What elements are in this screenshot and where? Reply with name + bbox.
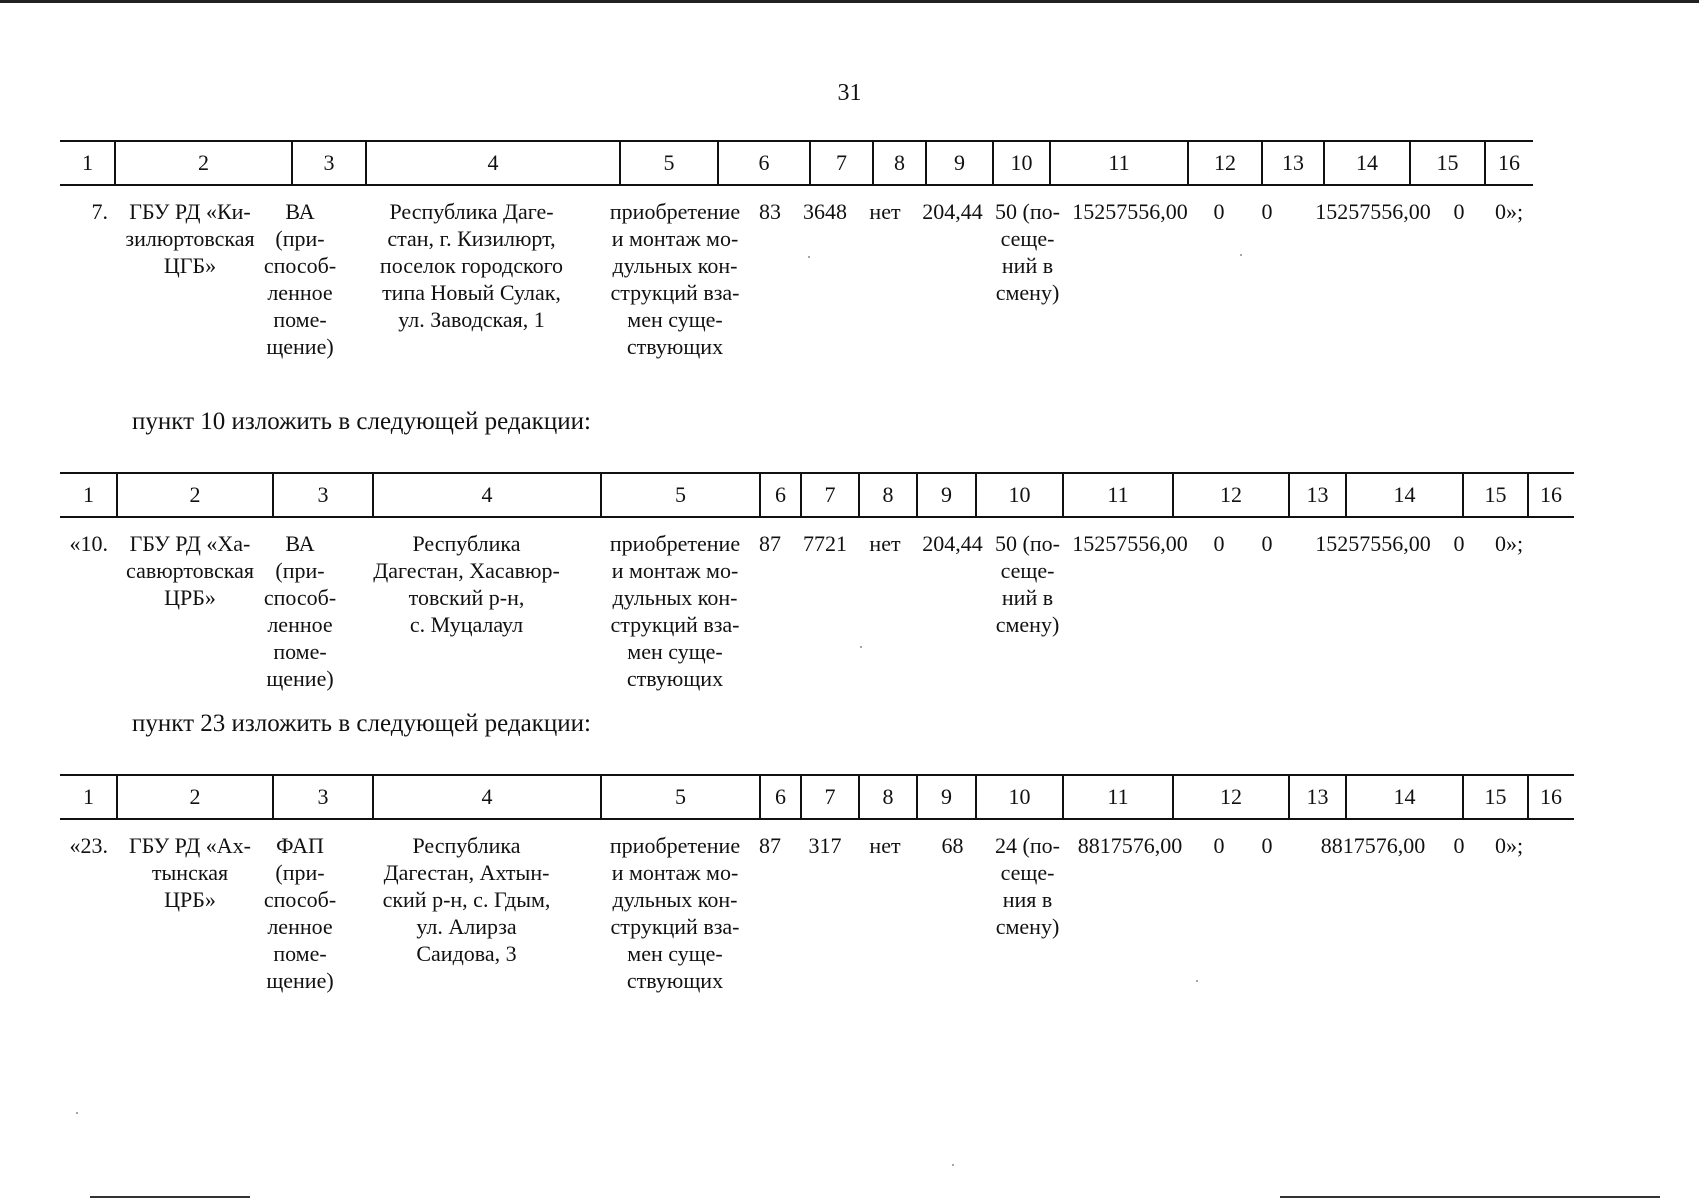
column-divider xyxy=(1409,140,1411,186)
cell-col-11: 15257556,00 xyxy=(1072,199,1188,224)
cell-col-16: 0»; xyxy=(1494,199,1524,224)
work-description-line: мен суще- xyxy=(627,941,723,966)
facility-address-line: ул. Заводская, 1 xyxy=(398,307,545,332)
capacity-line: ния в xyxy=(1002,887,1053,912)
facility-address xyxy=(343,198,600,333)
work-description-line: приобретение xyxy=(609,833,741,858)
facility-type-line: способ- xyxy=(263,887,337,912)
amendment-paragraph-10: пункт 10 изложить в следующей редакции: xyxy=(132,408,591,435)
facility-type xyxy=(260,198,340,360)
column-header-1: 1 xyxy=(83,784,94,809)
column-divider xyxy=(717,140,719,186)
column-header-16: 16 xyxy=(1540,482,1562,507)
column-header-7: 7 xyxy=(824,482,836,507)
cell-col-13: 0 xyxy=(1261,531,1273,556)
cell-col-13: 0 xyxy=(1261,833,1273,858)
capacity-line: 50 (по- xyxy=(995,199,1060,224)
column-divider xyxy=(1187,140,1189,186)
column-header-11: 11 xyxy=(1107,482,1129,507)
work-description-line: струкций вза- xyxy=(610,914,740,939)
column-header-5: 5 xyxy=(663,150,675,175)
column-header-9: 9 xyxy=(941,482,952,507)
capacity-line: смену) xyxy=(995,914,1060,939)
facility-address-line: товский р-н, xyxy=(408,585,525,610)
capacity xyxy=(995,530,1060,638)
facility-type-line: щение) xyxy=(266,968,334,993)
cell-col-14: 8817576,00 xyxy=(1320,833,1426,858)
cell-col-7: 7721 xyxy=(803,531,847,556)
column-header-13: 13 xyxy=(1282,150,1304,175)
facility-type-line: способ- xyxy=(263,253,337,278)
column-header-8: 8 xyxy=(894,150,905,175)
work-description xyxy=(600,832,750,994)
cell-col-8: нет xyxy=(869,531,901,556)
facility-address-line: стан, г. Кизилюрт, xyxy=(387,226,556,251)
facility-address xyxy=(343,530,590,638)
column-divider xyxy=(975,774,977,820)
facility-type-line: способ- xyxy=(263,585,337,610)
capacity xyxy=(995,198,1060,306)
column-header-16: 16 xyxy=(1498,150,1520,175)
column-header-5: 5 xyxy=(675,482,686,507)
facility-type-line: ленное xyxy=(267,612,333,637)
column-divider xyxy=(1462,472,1464,518)
column-divider xyxy=(1261,140,1263,186)
work-description-line: приобретение xyxy=(609,531,741,556)
facility-type-line: ленное xyxy=(267,280,333,305)
work-description-line: струкций вза- xyxy=(610,280,740,305)
capacity-line: ний в xyxy=(1001,585,1054,610)
organization-name xyxy=(108,530,272,611)
column-divider xyxy=(1288,774,1290,820)
organization-name-line: зилюртовская xyxy=(125,226,255,251)
facility-type-line: поме- xyxy=(273,307,327,332)
organization-name-line: ГБУ РД «Ах- xyxy=(129,833,251,858)
cell-col-14: 15257556,00 xyxy=(1315,531,1431,556)
cell-col-15: 0 xyxy=(1453,531,1465,556)
cell-col-13: 0 xyxy=(1261,199,1273,224)
column-divider xyxy=(925,140,927,186)
column-header-15: 15 xyxy=(1484,482,1507,507)
column-header-13: 13 xyxy=(1306,482,1329,507)
facility-address-line: поселок городского xyxy=(379,253,564,278)
organization-name-line: савюртовская xyxy=(126,558,254,583)
bottom-rule-left xyxy=(90,1196,250,1198)
column-divider xyxy=(800,774,802,820)
work-description-line: и монтаж мо- xyxy=(611,860,739,885)
column-divider xyxy=(1049,140,1051,186)
column-divider xyxy=(1172,472,1174,518)
organization-name-line: ЦРБ» xyxy=(164,585,216,610)
capacity-line: сеще- xyxy=(1000,860,1055,885)
column-divider xyxy=(1062,472,1064,518)
column-header-12: 12 xyxy=(1220,784,1242,809)
column-header-4: 4 xyxy=(487,150,499,175)
cell-col-12: 0 xyxy=(1213,199,1225,224)
facility-type xyxy=(260,530,340,692)
facility-type-line: поме- xyxy=(273,639,327,664)
column-divider xyxy=(619,140,621,186)
work-description-line: струкций вза- xyxy=(610,612,740,637)
capacity-line: 24 (по- xyxy=(995,833,1060,858)
facility-type-line: ленное xyxy=(267,914,333,939)
cell-col-16: 0»; xyxy=(1494,531,1524,556)
column-divider xyxy=(600,774,602,820)
cell-col-7: 3648 xyxy=(803,199,847,224)
cell-col-9: 68 xyxy=(941,833,964,858)
column-divider xyxy=(872,140,874,186)
column-header-10: 10 xyxy=(1008,482,1031,507)
work-description-line: приобретение xyxy=(609,199,741,224)
capacity-line: сеще- xyxy=(1000,558,1055,583)
work-description-line: дульных кон- xyxy=(612,585,738,610)
column-divider xyxy=(1527,472,1529,518)
column-divider xyxy=(916,774,918,820)
facility-address-line: ул. Алирза xyxy=(416,914,517,939)
column-header-4: 4 xyxy=(481,482,493,507)
work-description-line: ствующих xyxy=(626,334,724,359)
cell-col-6: 83 xyxy=(759,199,781,224)
work-description-line: дульных кон- xyxy=(612,253,738,278)
column-header-15: 15 xyxy=(1436,150,1459,175)
column-divider xyxy=(1172,774,1174,820)
cell-col-15: 0 xyxy=(1453,199,1465,224)
page-top-edge xyxy=(0,0,1699,3)
work-description xyxy=(600,198,750,360)
facility-type-line: щение) xyxy=(266,334,334,359)
column-divider xyxy=(992,140,994,186)
facility-type-line: ВА xyxy=(285,199,315,224)
capacity-line: сеще- xyxy=(1000,226,1055,251)
column-header-4: 4 xyxy=(481,784,493,809)
organization-name xyxy=(108,198,272,279)
facility-type-line: (при- xyxy=(275,226,325,251)
column-header-9: 9 xyxy=(941,784,952,809)
column-header-2: 2 xyxy=(189,482,201,507)
column-divider xyxy=(1527,774,1529,820)
row-number: «23. xyxy=(69,833,108,858)
facility-address-line: Саидова, 3 xyxy=(416,941,517,966)
column-divider xyxy=(759,472,761,518)
column-divider xyxy=(372,774,374,820)
column-header-14: 14 xyxy=(1393,784,1416,809)
organization-name xyxy=(108,832,272,913)
column-header-10: 10 xyxy=(1008,784,1031,809)
facility-address-line: Республика xyxy=(412,531,521,556)
facility-type xyxy=(260,832,340,994)
scan-speck xyxy=(808,256,810,258)
row-number: 7. xyxy=(91,199,108,224)
facility-type-line: ВА xyxy=(285,531,315,556)
cell-col-7: 317 xyxy=(808,833,842,858)
scan-speck xyxy=(76,1112,78,1114)
work-description-line: и монтаж мо- xyxy=(611,226,739,251)
scan-speck xyxy=(952,1164,954,1166)
facility-address-line: Республика xyxy=(412,833,521,858)
cell-col-11: 15257556,00 xyxy=(1072,531,1188,556)
column-divider xyxy=(272,774,274,820)
column-divider xyxy=(1062,774,1064,820)
cell-col-14: 15257556,00 xyxy=(1315,199,1431,224)
column-divider xyxy=(1345,472,1347,518)
column-divider xyxy=(1345,774,1347,820)
column-header-14: 14 xyxy=(1356,150,1378,175)
work-description-line: и монтаж мо- xyxy=(611,558,739,583)
column-header-6: 6 xyxy=(775,482,786,507)
column-header-2: 2 xyxy=(198,150,209,175)
cell-col-12: 0 xyxy=(1213,531,1225,556)
cell-col-8: нет xyxy=(869,833,901,858)
facility-type-line: (при- xyxy=(275,860,325,885)
cell-col-9: 204,44 xyxy=(922,199,983,224)
organization-name-line: ЦРБ» xyxy=(164,887,216,912)
scan-speck xyxy=(1196,980,1198,982)
column-divider xyxy=(1288,472,1290,518)
scan-speck xyxy=(1240,254,1242,256)
cell-col-9: 204,44 xyxy=(922,531,983,556)
facility-address-line: Дагестан, Хасавюр- xyxy=(373,558,560,583)
column-header-10: 10 xyxy=(1010,150,1033,175)
organization-name-line: ГБУ РД «Ха- xyxy=(129,531,251,556)
column-divider xyxy=(116,774,118,820)
column-header-row xyxy=(60,472,1574,518)
column-divider xyxy=(858,472,860,518)
column-divider xyxy=(114,140,116,186)
work-description-line: ствующих xyxy=(626,666,724,691)
row-number: «10. xyxy=(69,531,108,556)
capacity-line: ний в xyxy=(1001,253,1054,278)
column-header-9: 9 xyxy=(954,150,965,175)
cell-col-15: 0 xyxy=(1453,833,1465,858)
scan-speck xyxy=(860,646,862,648)
column-header-1: 1 xyxy=(83,482,94,507)
column-divider xyxy=(975,472,977,518)
column-divider xyxy=(916,472,918,518)
facility-address-line: Республика Даге- xyxy=(389,199,554,224)
work-description xyxy=(600,530,750,692)
column-header-13: 13 xyxy=(1306,784,1329,809)
column-divider xyxy=(116,472,118,518)
column-header-7: 7 xyxy=(824,784,836,809)
facility-type-line: поме- xyxy=(273,941,327,966)
facility-address-line: ский р-н, с. Гдым, xyxy=(382,887,551,912)
column-header-7: 7 xyxy=(836,150,847,175)
work-description-line: дульных кон- xyxy=(612,887,738,912)
cell-col-16: 0»; xyxy=(1494,833,1524,858)
column-header-12: 12 xyxy=(1214,150,1236,175)
column-header-3: 3 xyxy=(317,784,329,809)
column-header-11: 11 xyxy=(1107,784,1129,809)
page-number: 31 xyxy=(837,80,862,106)
column-divider xyxy=(272,472,274,518)
capacity-line: смену) xyxy=(995,612,1060,637)
column-divider xyxy=(1323,140,1325,186)
column-divider xyxy=(800,472,802,518)
column-header-1: 1 xyxy=(82,150,93,175)
facility-address-line: типа Новый Сулак, xyxy=(382,280,561,305)
column-header-3: 3 xyxy=(323,150,335,175)
capacity xyxy=(995,832,1060,940)
work-description-line: ствующих xyxy=(626,968,724,993)
facility-type-line: щение) xyxy=(266,666,334,691)
column-header-12: 12 xyxy=(1220,482,1242,507)
organization-name-line: ЦГБ» xyxy=(163,253,217,278)
facility-type-line: (при- xyxy=(275,558,325,583)
facility-address-line: Дагестан, Ахтын- xyxy=(383,860,550,885)
organization-name-line: ГБУ РД «Ки- xyxy=(129,199,251,224)
column-header-3: 3 xyxy=(317,482,329,507)
column-header-8: 8 xyxy=(882,784,894,809)
facility-address xyxy=(343,832,590,967)
bottom-rule-right xyxy=(1280,1196,1660,1198)
column-divider xyxy=(365,140,367,186)
column-header-14: 14 xyxy=(1393,482,1416,507)
column-header-15: 15 xyxy=(1484,784,1507,809)
column-header-11: 11 xyxy=(1108,150,1130,175)
facility-type-line: ФАП xyxy=(276,833,324,858)
column-header-6: 6 xyxy=(775,784,786,809)
cell-col-8: нет xyxy=(869,199,901,224)
column-header-5: 5 xyxy=(675,784,686,809)
work-description-line: мен суще- xyxy=(627,639,723,664)
capacity-line: смену) xyxy=(995,280,1060,305)
column-divider xyxy=(1462,774,1464,820)
facility-address-line: с. Муцалаул xyxy=(409,612,524,637)
cell-col-12: 0 xyxy=(1213,833,1225,858)
column-divider xyxy=(809,140,811,186)
column-divider xyxy=(372,472,374,518)
column-header-6: 6 xyxy=(758,150,770,175)
column-header-row xyxy=(60,140,1533,186)
column-divider xyxy=(759,774,761,820)
column-header-8: 8 xyxy=(882,482,894,507)
cell-col-6: 87 xyxy=(759,531,781,556)
column-header-16: 16 xyxy=(1540,784,1562,809)
organization-name-line: тынская xyxy=(151,860,229,885)
column-header-2: 2 xyxy=(189,784,201,809)
column-divider xyxy=(1484,140,1486,186)
amendment-paragraph-23: пункт 23 изложить в следующей редакции: xyxy=(132,710,591,737)
cell-col-11: 8817576,00 xyxy=(1077,833,1183,858)
work-description-line: мен суще- xyxy=(627,307,723,332)
column-divider xyxy=(600,472,602,518)
capacity-line: 50 (по- xyxy=(995,531,1060,556)
column-divider xyxy=(291,140,293,186)
cell-col-6: 87 xyxy=(759,833,781,858)
column-header-row xyxy=(60,774,1574,820)
column-divider xyxy=(858,774,860,820)
